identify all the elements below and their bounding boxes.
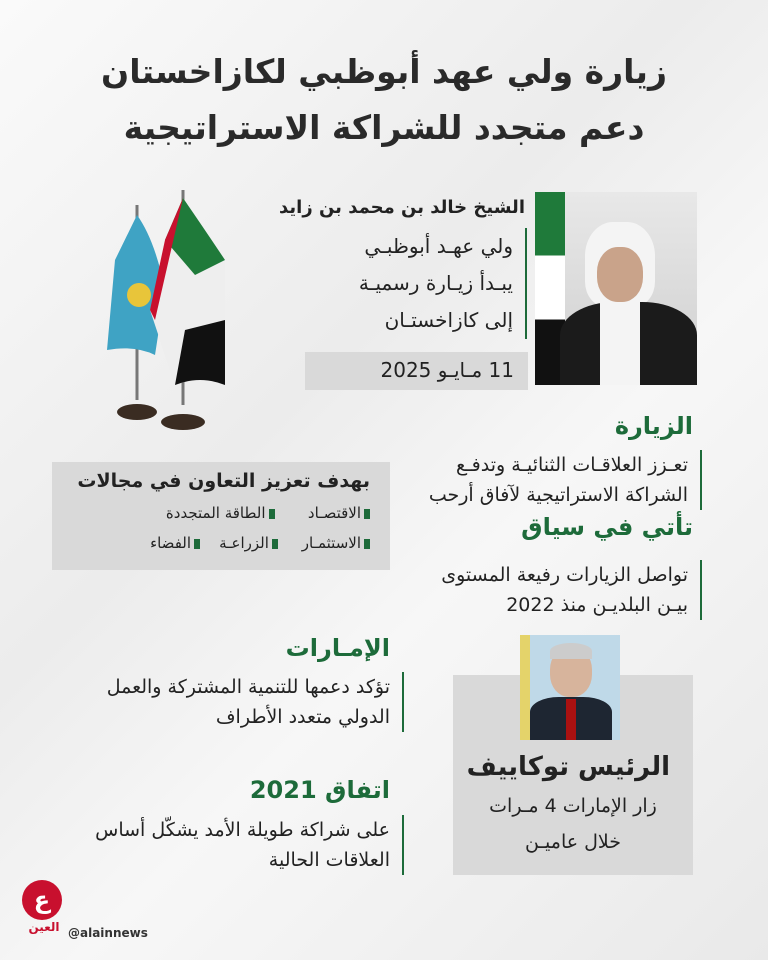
cooperation-box	[52, 462, 390, 570]
context-line: بيـن البلديـن منذ 2022	[506, 594, 688, 616]
context-text	[441, 560, 702, 620]
uae-line: الدولي متعدد الأطراف	[215, 706, 390, 728]
sheikh-description	[359, 228, 527, 339]
cooperation-item: الاستثمـار	[302, 534, 370, 552]
sheikh-photo	[535, 192, 697, 385]
title-line-1: زيارة ولي عهد أبوظبي لكازاخستان	[101, 52, 667, 91]
cooperation-heading: بهدف تعزيز التعاون في مجالات	[77, 470, 370, 492]
uae-heading: الإمـارات	[285, 634, 390, 662]
sheikh-name: الشيخ خالد بن محمد بن زايد	[279, 197, 525, 218]
flags-image	[95, 180, 245, 440]
social-handle[interactable]: @alainnews	[68, 926, 148, 940]
president-name: الرئيس توكاييف	[466, 752, 670, 782]
uae-line: تؤكد دعمها للتنمية المشتركة والعمل	[106, 676, 390, 698]
sheikh-line: ولي عهـد أبوظبـي	[364, 234, 513, 258]
cooperation-item: الزراعـة	[219, 534, 278, 552]
president-line: زار الإمارات 4 مـرات	[489, 795, 657, 817]
president-line: خلال عاميـن	[525, 831, 621, 853]
cooperation-item: الطاقة المتجددة	[166, 504, 275, 522]
alain-logo-icon: ع	[22, 880, 62, 920]
agreement-heading: اتفاق 2021	[249, 776, 390, 804]
president-photo	[520, 635, 620, 740]
uae-text	[107, 672, 404, 732]
alain-logo-text: العين	[28, 920, 60, 934]
visit-line: تعـزز العلاقـات الثنائيـة وتدفـع	[456, 454, 688, 476]
context-line: تواصل الزيارات رفيعة المستوى	[441, 564, 688, 586]
cooperation-item: الفضاء	[150, 534, 200, 552]
context-heading: تأتي في سياق	[521, 513, 693, 541]
president-text	[453, 788, 693, 860]
cooperation-item: الاقتصـاد	[308, 504, 370, 522]
agreement-line: على شراكة طويلة الأمد يشكّل أساس	[95, 819, 390, 841]
visit-date: 11 مـايـو 2025	[305, 352, 528, 390]
sheikh-line: إلى كازاخستـان	[384, 308, 513, 332]
visit-line: الشراكة الاستراتيجية لآفاق أرحب	[428, 484, 688, 506]
title-line-2: دعم متجدد للشراكة الاستراتيجية	[123, 108, 645, 147]
agreement-text	[95, 815, 404, 875]
sheikh-line: يبـدأ زيـارة رسميـة	[358, 271, 513, 295]
visit-heading: الزيارة	[614, 412, 693, 440]
agreement-line: العلاقات الحالية	[268, 849, 390, 871]
visit-text	[429, 450, 702, 510]
